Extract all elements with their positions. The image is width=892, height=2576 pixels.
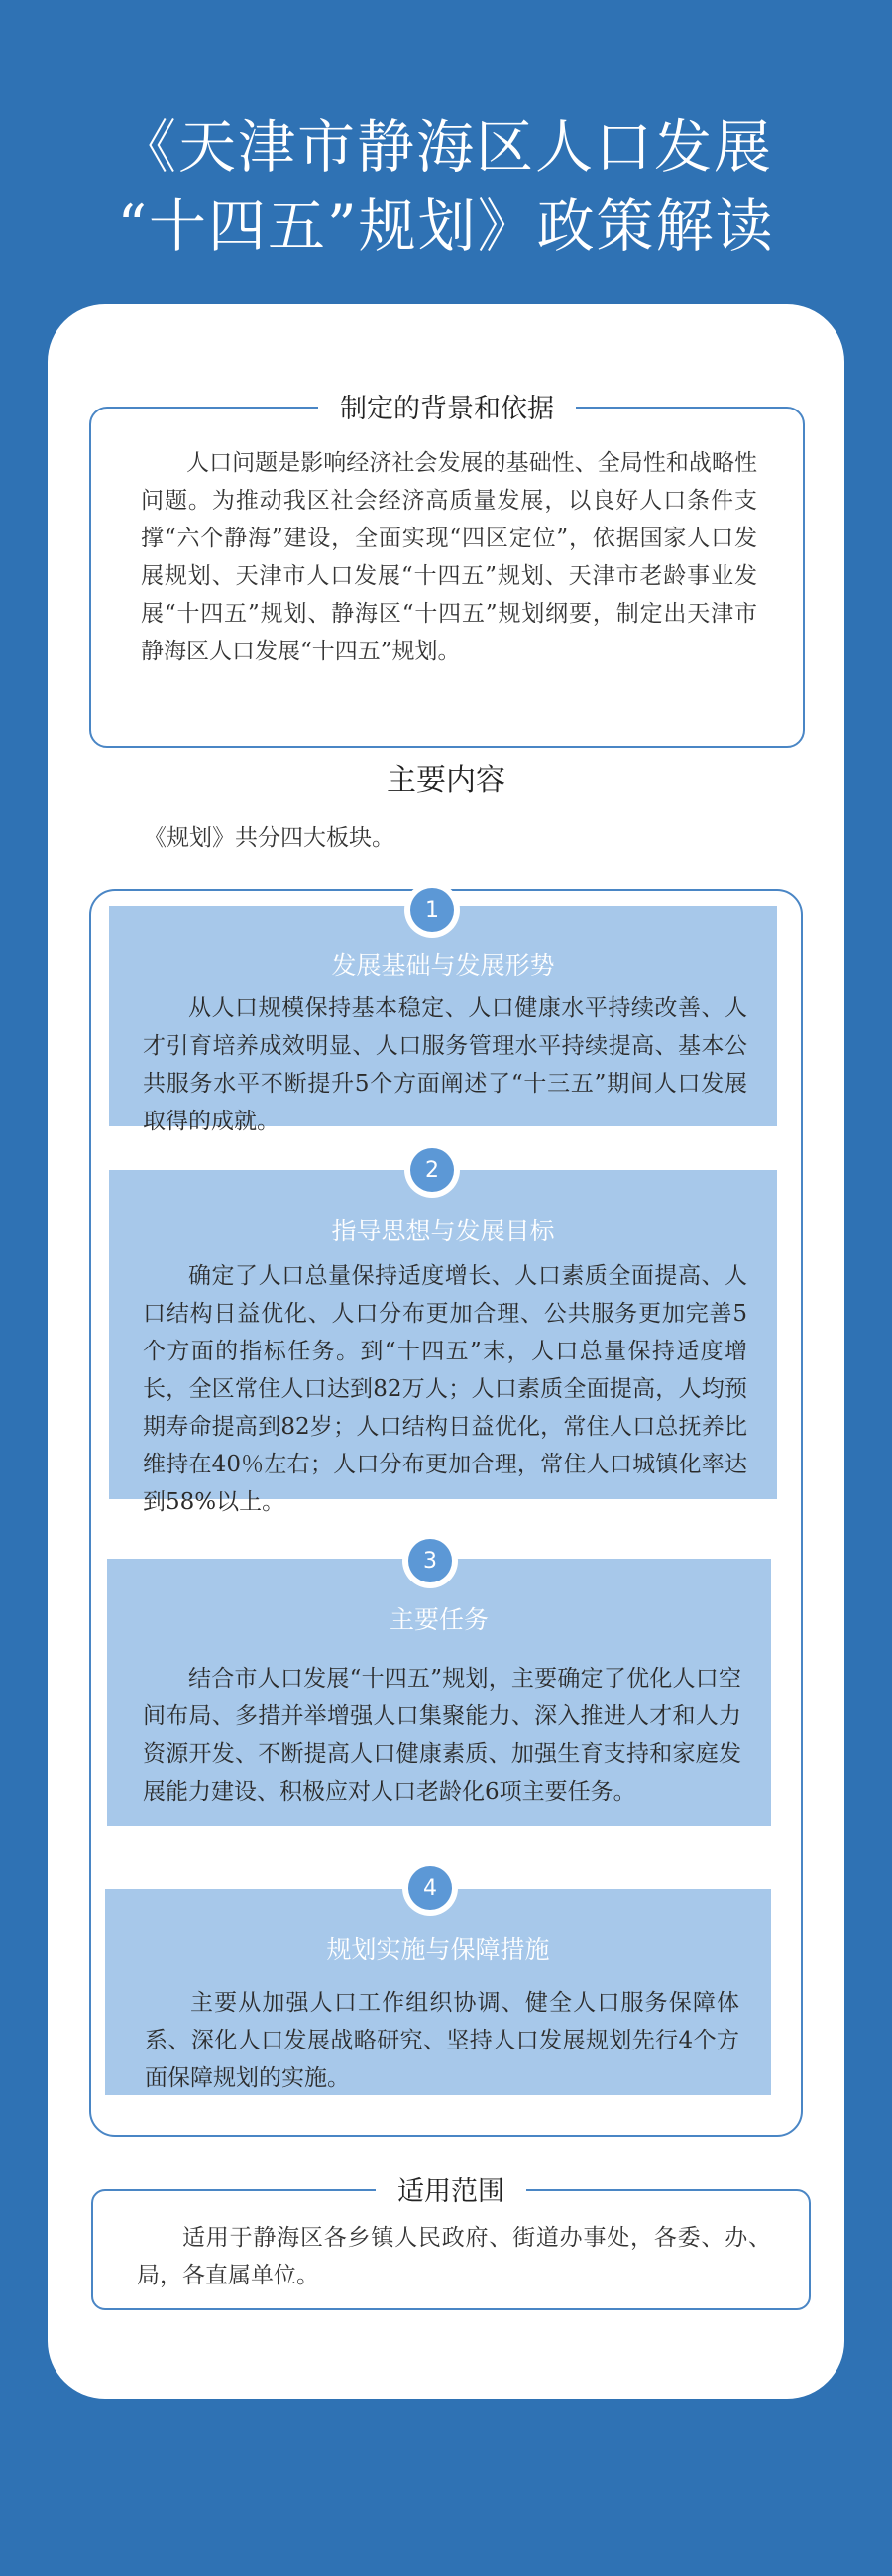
section-1-number-badge: 1	[404, 882, 460, 938]
section-2-text: 确定了人口总量保持适度增长、人口素质全面提高、人口结构日益优化、人口分布更加合理、公共服务更加完善5个方面的指标任务。到“十四五”末，人口总量保持适度增长，全区常住人口达到82万人；人口素质全面提高，人均预期寿命提高到82岁；人口结构日益优化，常住人口总抚养比维持在40％左右；人口分布更加合理，常住人口城镇化率达到58%以上。	[143, 1263, 747, 1515]
section-3-title: 主要任务	[389, 1605, 489, 1634]
scope-box	[91, 2176, 811, 2310]
section-2-title: 指导思想与发展目标	[331, 1217, 555, 1245]
background-text: 人口问题是影响经济社会发展的基础性、全局性和战略性问题。为推动我区社会经济高质量发展，以良好人口条件支撑“六个静海”建设，全面实现“四区定位”，依据国家人口发展规划、天津市人口发展“十四五”规划、天津市老龄事业发展“十四五”规划、静海区“十四五”规划纲要，制定出天津市静海区人口发展“十四五”规划。	[141, 450, 757, 664]
section-1	[109, 906, 777, 1134]
section-1-text: 从人口规模保持基本稳定、人口健康水平持续改善、人才引育培养成效明显、人口服务管理水平持续提高、基本公共服务水平不断提升5个方面阐述了“十三五”期间人口发展取得的成就。	[143, 995, 747, 1134]
main-content-heading: 主要内容	[387, 763, 505, 798]
section-3	[107, 1559, 771, 1826]
section-4-number-badge: 4	[402, 1860, 458, 1916]
scope-heading: 适用范围	[376, 2176, 526, 2207]
page-title	[0, 107, 892, 266]
main-content-intro: 《规划》共分四大板块。	[144, 825, 394, 851]
section-2-number-badge: 2	[404, 1142, 460, 1198]
section-4-text: 主要从加强人口工作组织协调、健全人口服务保障体系、深化人口发展战略研究、坚持人口发展规划先行4个方面保障规划的实施。	[145, 1990, 739, 2091]
section-2	[109, 1170, 777, 1515]
page-title-line-1: 《天津市静海区人口发展	[118, 113, 773, 180]
scope-text: 适用于静海区各乡镇人民政府、街道办事处，各委、办、局，各直属单位。	[137, 2225, 771, 2288]
section-3-text: 结合市人口发展“十四五”规划，主要确定了优化人口空间布局、多措并举增强人口集聚能力、深入推进人才和人力资源开发、不断提高人口健康素质、加强生育支持和家庭发展能力建设、积极应对人口老龄化6项主要任务。	[143, 1666, 741, 1805]
section-4	[105, 1889, 771, 2095]
section-3-number-badge: 3	[402, 1533, 458, 1588]
section-1-title: 发展基础与发展形势	[331, 951, 555, 980]
section-4-title: 规划实施与保障措施	[326, 1935, 550, 1964]
background-box	[89, 394, 805, 748]
page-title-line-2: “十四五”规划》政策解读	[117, 192, 775, 260]
background-heading: 制定的背景和依据	[318, 394, 576, 424]
